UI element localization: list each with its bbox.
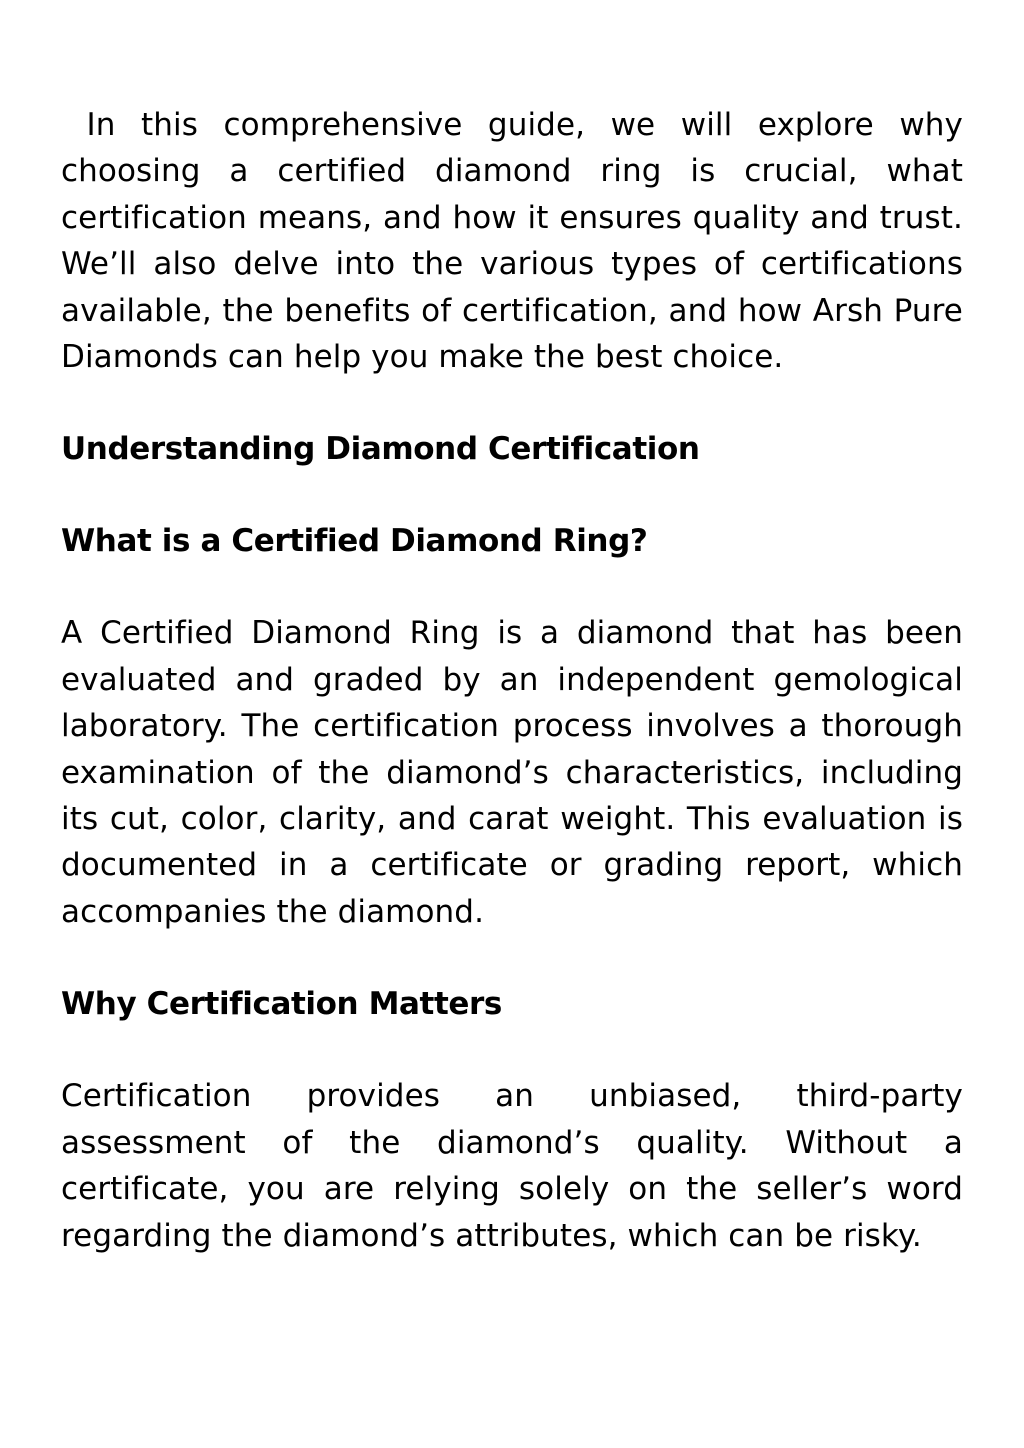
heading-understanding-certification: Understanding Diamond Certification (61, 431, 700, 468)
what-is-paragraph: A Certified Diamond Ring is a diamond that has been evaluated and graded by an independent gemological laboratory. The certification process involves a thorough examination of the diamond’s characteristics, including its cut, color, clarity, and carat weight. This evaluation is documented in a certificate or grading report, which accompanies the diamond. (61, 615, 963, 930)
heading-why-certification-matters: Why Certification Matters (61, 986, 502, 1023)
intro-paragraph: In this comprehensive guide, we will explore why choosing a certified diamond ring is crucial, what certification means, and how it ensures quality and trust. We’ll also delve into the various types of certifications available, the benefits of certification, and how Arsh Pure Diamonds can help you make the best choice. (61, 107, 963, 376)
document-page (61, 102, 963, 1259)
heading-what-is-certified-ring: What is a Certified Diamond Ring? (61, 523, 648, 560)
why-paragraph: Certification provides an unbiased, third-party assessment of the diamond’s quality. Without a certificate, you are relying solely on the seller’s word regarding the diamond’s attributes, which can be risky. (61, 1078, 963, 1254)
